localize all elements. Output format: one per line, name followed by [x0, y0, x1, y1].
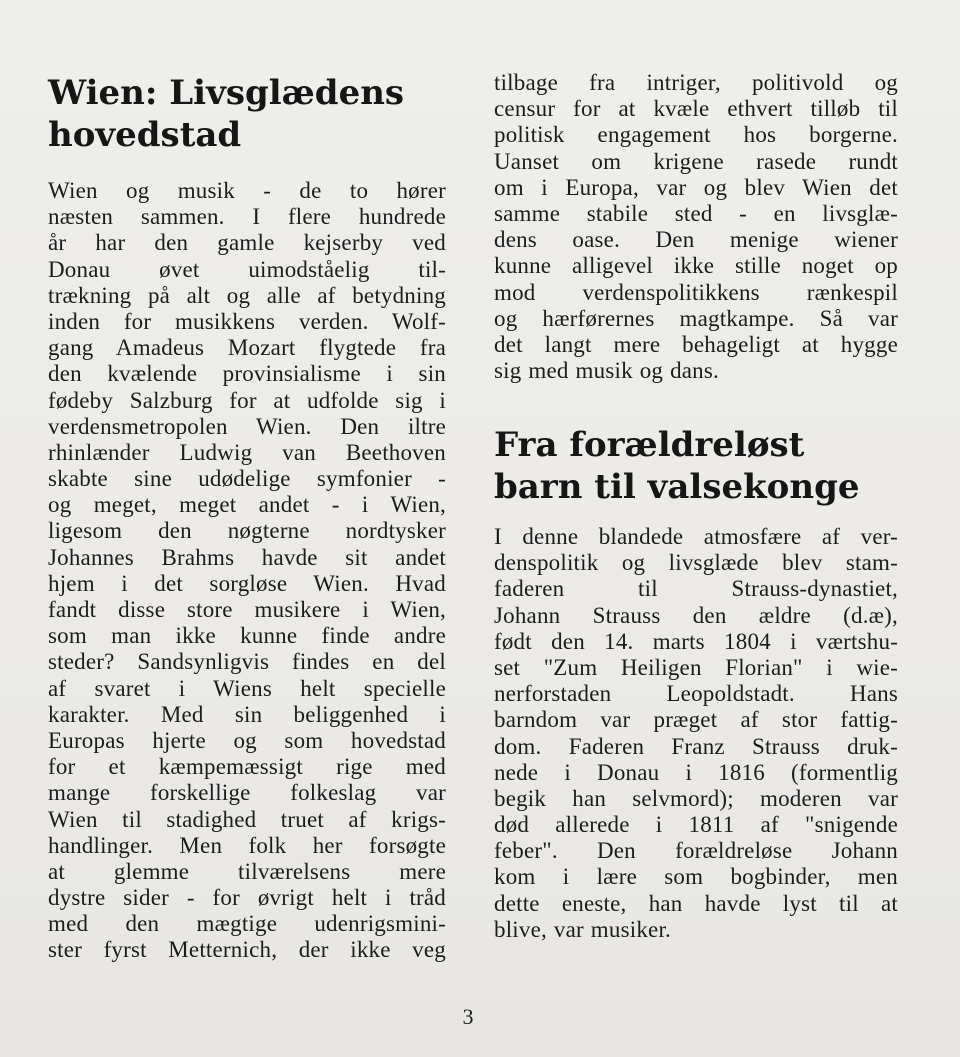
text-line: at glemme tilværelsens mere	[48, 858, 446, 884]
text-line: Donau øvet uimodståelig til-	[48, 256, 446, 282]
heading-line: hovedstad	[48, 115, 242, 155]
text-line: som man ikke kunne finde andre	[48, 623, 446, 649]
text-line: faderen til Strauss-dynastiet,	[494, 576, 898, 602]
text-line: trækning på alt og alle af betydning	[48, 282, 446, 308]
text-line: kunne alligevel ikke stille noget op	[494, 253, 898, 279]
section-heading-strauss	[494, 424, 898, 508]
page-number: 3	[462, 1004, 474, 1029]
text-line: det langt mere behageligt at hygge	[494, 331, 898, 357]
text-line: nede i Donau i 1816 (formentlig	[494, 759, 898, 785]
text-line: gang Amadeus Mozart flygtede fra	[48, 335, 446, 361]
text-line: feber". Den forældreløse Johann	[494, 838, 898, 864]
text-line: dom. Faderen Franz Strauss druk-	[494, 733, 898, 759]
text-line: år har den gamle kejserby ved	[48, 230, 446, 256]
text-line: med den mægtige udenrigsmini-	[48, 911, 446, 937]
text-line: dette eneste, han havde lyst til at	[494, 890, 898, 916]
text-line: inden for musikkens verden. Wolf-	[48, 308, 446, 334]
text-line: handlinger. Men folk her forsøgte	[48, 832, 446, 858]
body-text-left	[48, 178, 446, 964]
text-line: Europas hjerte og som hovedstad	[48, 727, 446, 753]
section-heading-wien	[48, 72, 446, 156]
text-line: Johann Strauss den ældre (d.æ),	[494, 602, 898, 628]
text-line: af svaret i Wiens helt specielle	[48, 675, 446, 701]
heading-line: barn til valsekonge	[494, 467, 860, 507]
text-line: hjem i det sorgløse Wien. Hvad	[48, 570, 446, 596]
text-line: begik han selvmord); moderen var	[494, 785, 898, 811]
text-line: Johannes Brahms havde sit andet	[48, 544, 446, 570]
text-line: fandt disse store musikere i Wien,	[48, 597, 446, 622]
text-line: samme stabile sted - en livsglæ-	[494, 200, 898, 226]
text-line: dens oase. Den menige wiener	[494, 227, 898, 253]
text-line: og meget, meget andet - i Wien,	[48, 492, 446, 518]
text-line: Wien og musik - de to hører	[48, 178, 446, 203]
text-line: barndom var præget af stor fattig-	[494, 707, 898, 733]
text-line: næsten sammen. I flere hundrede	[48, 204, 446, 230]
text-line: politisk engagement hos borgerne.	[494, 122, 898, 148]
text-line: censur for at kvæle ethvert tilløb til	[494, 96, 898, 122]
text-line: den kvælende provinsialisme i sin	[48, 361, 446, 387]
text-line: steder? Sandsynligvis findes en del	[48, 649, 446, 675]
text-line: ster fyrst Metternich, der ikke veg	[48, 937, 446, 963]
body-text-right-bottom	[494, 524, 898, 943]
body-text-right-top	[494, 70, 898, 384]
text-line: om i Europa, var og blev Wien det	[494, 174, 898, 200]
text-line: tilbage fra intriger, politivold og	[494, 70, 898, 95]
text-line: død allerede i 1811 af "snigende	[494, 812, 898, 838]
text-line: nerforstaden Leopoldstadt. Hans	[494, 681, 898, 707]
heading-line: Fra forældreløst	[494, 425, 805, 465]
text-line: mod verdenspolitikkens rænkespil	[494, 279, 898, 305]
text-line: kom i lære som bogbinder, men	[494, 864, 898, 890]
text-line: denspolitik og livsglæde blev stam-	[494, 550, 898, 576]
text-line: mange forskellige folkeslag var	[48, 780, 446, 806]
text-line: skabte sine udødelige symfonier -	[48, 466, 446, 492]
heading-line: Wien: Livsglædens	[48, 73, 405, 113]
text-line: set "Zum Heiligen Florian" i wie-	[494, 654, 898, 680]
text-line: ligesom den nøgterne nordtysker	[48, 518, 446, 544]
text-line: Uanset om krigene rasede rundt	[494, 148, 898, 174]
text-line: og hærførernes magtkampe. Så var	[494, 305, 898, 331]
text-line: sig med musik og dans.	[494, 358, 719, 384]
text-line: fødeby Salzburg for at udfolde sig i	[48, 387, 446, 413]
text-line: for et kæmpemæssigt rige med	[48, 754, 446, 780]
text-line: blive, var musiker.	[494, 916, 671, 942]
text-line: født den 14. marts 1804 i værtshu-	[494, 628, 898, 654]
text-line: verdensmetropolen Wien. Den iltre	[48, 413, 446, 439]
text-line: karakter. Med sin beliggenhed i	[48, 701, 446, 727]
text-line: rhinlænder Ludwig van Beethoven	[48, 439, 446, 465]
text-line: I denne blandede atmosfære af ver-	[494, 524, 898, 549]
text-line: dystre sider - for øvrigt helt i tråd	[48, 885, 446, 911]
text-line: Wien til stadighed truet af krigs-	[48, 806, 446, 832]
